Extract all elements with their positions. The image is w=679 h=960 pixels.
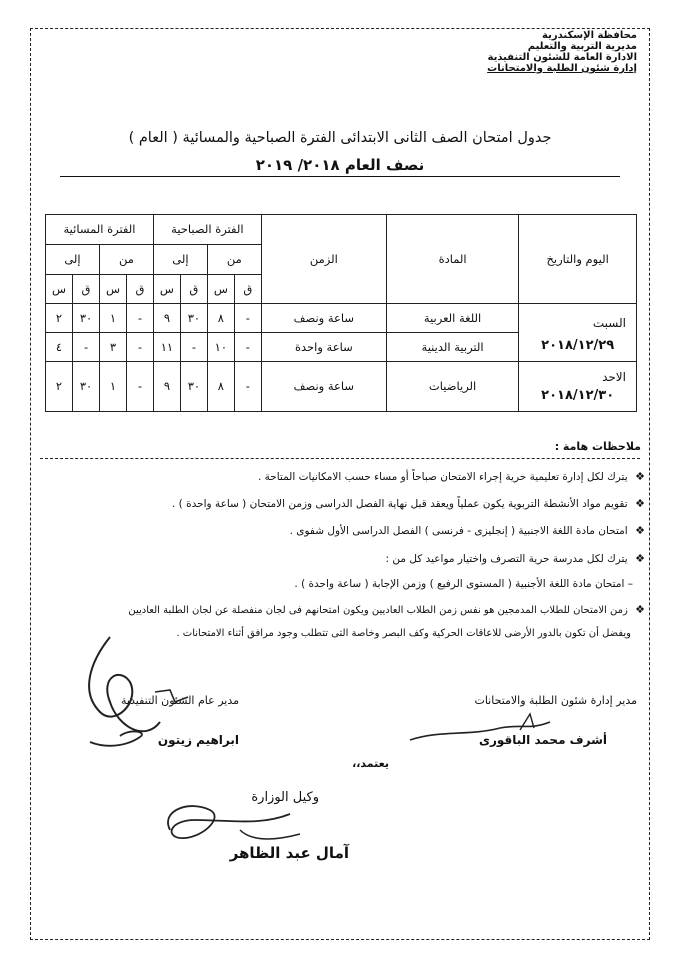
- org-line: الادارة العامة للشئون التنفيذية: [487, 52, 637, 63]
- signature-title: مدير عام الشئون التنفيذية: [121, 694, 239, 707]
- exam-date: ٢٠١٨/١٢/٢٩: [541, 337, 615, 353]
- day-name: السبت: [592, 315, 626, 330]
- time-cell: ١٠: [207, 332, 234, 361]
- time-cell: ٤: [46, 332, 73, 361]
- header-subject: المادة: [386, 215, 518, 304]
- day-name: الاحد: [602, 369, 626, 384]
- organization-header: [487, 30, 637, 74]
- diamond-bullet-icon: ❖: [635, 524, 645, 537]
- document-subtitle: [60, 156, 620, 177]
- subject-cell: التربية الدينية: [386, 332, 518, 361]
- diamond-bullet-icon: ❖: [635, 603, 645, 616]
- header-to: إلى: [46, 244, 100, 274]
- time-cell: -: [126, 332, 153, 361]
- header-hours: س: [46, 274, 73, 304]
- header-day-date: اليوم والتاريخ: [519, 215, 637, 304]
- table-row: [46, 361, 637, 411]
- table-row: [46, 304, 637, 333]
- subject-cell: اللغة العربية: [386, 304, 518, 333]
- time-cell: ٣٠: [73, 361, 100, 411]
- exam-date: ٢٠١٨/١٢/٣٠: [541, 387, 615, 403]
- time-cell: ٨: [207, 361, 234, 411]
- header-from: من: [207, 244, 261, 274]
- subtitle-text: نصف العام ٢٠١٨/ ٢٠١٩: [60, 156, 620, 177]
- header-morning: الفترة الصباحية: [153, 215, 261, 245]
- time-cell: ٣: [100, 332, 127, 361]
- time-cell: -: [180, 332, 207, 361]
- signature-name: أشرف محمد الباقورى: [478, 733, 607, 747]
- org-line: مديرية التربية والتعليم: [527, 41, 637, 52]
- note-item: ❖ زمن الامتحان للطلاب المدمجين هو نفس زمن الطلاب العاديين ويكون امتحانهم فى لجان منفصلة عن لجان الطلبة العاديين: [128, 603, 645, 616]
- time-cell: -: [73, 332, 100, 361]
- note-item: ❖ امتحان مادة اللغة الاجنبية ( إنجليزى - فرنسى ) الفصل الدراسى الأول شفوى .: [289, 524, 645, 537]
- diamond-bullet-icon: ❖: [635, 552, 645, 565]
- duration-cell: ساعة ونصف: [261, 361, 386, 411]
- time-cell: ١١: [153, 332, 180, 361]
- header-minutes: ق: [234, 274, 261, 304]
- header-hours: س: [207, 274, 234, 304]
- note-item: ❖ يترك لكل إدارة تعليمية حرية إجراء الامتحان صباحاً أو مساء حسب الامكانيات المتاحة .: [257, 470, 645, 483]
- diamond-bullet-icon: ❖: [635, 497, 645, 510]
- day-date-cell: [519, 304, 637, 361]
- header-time: الزمن: [261, 215, 386, 304]
- subject-cell: الرياضيات: [386, 361, 518, 411]
- time-cell: ٩: [153, 361, 180, 411]
- approval-label: يعتمد،،: [352, 757, 389, 770]
- note-subitem: – امتحان مادة اللغة الأجنبية ( المستوى الرفيع ) وزمن الإجابة ( ساعة واحدة ) .: [294, 578, 633, 590]
- exam-schedule-table: [45, 214, 637, 412]
- note-item: ❖ تقويم مواد الأنشطة التربوية يكون عملياً ويعقد قبل نهاية الفصل الدراسى وزمن الامتحان ( ساعة واحدة ) .: [172, 497, 645, 510]
- handwritten-signature: [400, 700, 560, 760]
- time-cell: -: [126, 304, 153, 333]
- org-line: محافظة الإسكندرية: [542, 30, 637, 41]
- day-date-cell: [519, 361, 637, 411]
- header-minutes: ق: [180, 274, 207, 304]
- signature-title: مدير إدارة شئون الطلبة والامتحانات: [474, 694, 637, 707]
- header-to: إلى: [153, 244, 207, 274]
- note-continuation: ويفضل أن تكون بالدور الأرضى للاعاقات الحركية وكف البصر وخاصة التى تتطلب وجود مرافق أثناء الامتحانات .: [176, 628, 631, 639]
- notes-heading: ملاحظات هامة :: [554, 440, 641, 453]
- time-cell: -: [126, 361, 153, 411]
- note-item: ❖ يترك لكل مدرسة حرية التصرف واختيار مواعيد كل من :: [385, 552, 645, 565]
- header-minutes: ق: [126, 274, 153, 304]
- notes-divider: [40, 458, 640, 459]
- duration-cell: ساعة ونصف: [261, 304, 386, 333]
- time-cell: ٣٠: [73, 304, 100, 333]
- header-minutes: ق: [73, 274, 100, 304]
- org-line: إدارة شئون الطلبة والامتحانات: [487, 63, 637, 74]
- deputy-name: آمال عبد الظاهر: [229, 844, 349, 862]
- document-title: جدول امتحان الصف الثانى الابتدائى الفترة الصباحية والمسائية ( العام ): [128, 130, 552, 146]
- time-cell: ١: [100, 361, 127, 411]
- deputy-title: وكيل الوزارة: [251, 790, 319, 805]
- time-cell: -: [234, 304, 261, 333]
- time-cell: ٨: [207, 304, 234, 333]
- time-cell: ٣٠: [180, 361, 207, 411]
- header-hours: س: [100, 274, 127, 304]
- handwritten-signature: [150, 790, 320, 860]
- header-evening: الفترة المسائية: [46, 215, 154, 245]
- header-hours: س: [153, 274, 180, 304]
- time-cell: ١: [100, 304, 127, 333]
- header-from: من: [100, 244, 154, 274]
- time-cell: ٣٠: [180, 304, 207, 333]
- diamond-bullet-icon: ❖: [635, 470, 645, 483]
- handwritten-signature: [70, 632, 220, 762]
- time-cell: ٢: [46, 304, 73, 333]
- time-cell: ٩: [153, 304, 180, 333]
- time-cell: -: [234, 361, 261, 411]
- duration-cell: ساعة واحدة: [261, 332, 386, 361]
- time-cell: -: [234, 332, 261, 361]
- signature-name: ابراهيم زيتون: [157, 733, 239, 747]
- time-cell: ٢: [46, 361, 73, 411]
